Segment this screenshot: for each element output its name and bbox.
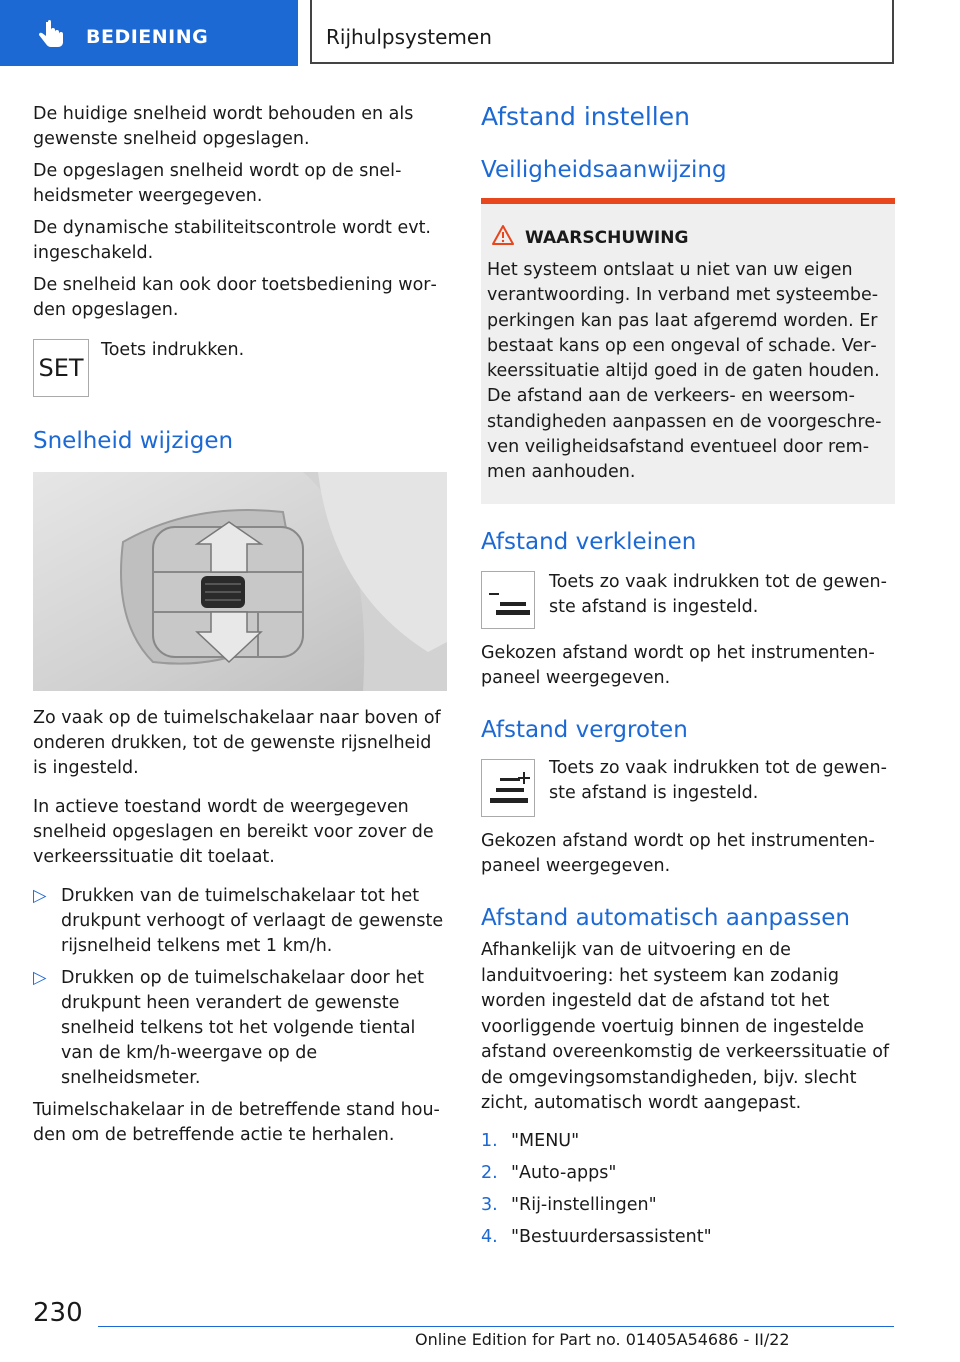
- step-number: 4.: [481, 1227, 498, 1247]
- chapter-title: Rijhulpsystemen: [326, 25, 492, 49]
- paragraph: Tuimelschakelaar in de betreffende stand houden om de betreffende actie te herhalen.: [33, 1100, 440, 1145]
- warning-box: [481, 198, 895, 504]
- list-item: [481, 1221, 895, 1253]
- step-text: "Rij-instellingen": [511, 1195, 657, 1215]
- step-text: "Auto-apps": [511, 1163, 617, 1183]
- step-number: 3.: [481, 1195, 498, 1215]
- set-label: SET: [38, 354, 84, 382]
- step-number: 2.: [481, 1163, 498, 1183]
- paragraph: De huidige snelheid wordt behouden en als gewenste snelheid opgeslagen.: [33, 104, 414, 149]
- chapter-tab: [310, 0, 894, 64]
- heading-afstand-vergroten: Afstand vergroten: [481, 717, 688, 743]
- footer-divider: [98, 1326, 894, 1327]
- paragraph: Zo vaak op de tuimelschakelaar naar boven of onderen drukken, tot de gewenste rijsnelheid is ingesteld.: [33, 708, 441, 778]
- left-body: [33, 706, 447, 1155]
- step-text: "Bestuurdersassistent": [511, 1227, 712, 1247]
- hand-pointer-icon: [36, 20, 66, 50]
- heading-afstand-verkleinen: Afstand verkleinen: [481, 529, 697, 555]
- left-intro: [33, 102, 447, 330]
- page-number: 230: [33, 1298, 83, 1328]
- warning-title: WAARSCHUWING: [525, 228, 689, 248]
- bullet-text: Drukken van de tuimelschakelaar tot het drukpunt verhoogt of verlaagt de gewenste rijsnelheid telkens met 1 km/h.: [61, 886, 444, 956]
- increase-note: Gekozen afstand wordt op het instrumentenpaneel weergegeven.: [481, 831, 875, 876]
- section-tab: [0, 0, 298, 66]
- bullet-text: Drukken op de tuimelschakelaar door het drukpunt heen verandert de gewenste snelheid telkens tot het volgende tiental van de km/h-weergave op de snelheidsmeter.: [61, 968, 425, 1088]
- paragraph: De opgeslagen snelheid wordt op de snelheidsmeter weergegeven.: [33, 161, 402, 206]
- steps-list: [481, 1125, 895, 1253]
- paragraph: De snelheid kan ook door toetsbediening worden opgeslagen.: [33, 275, 437, 320]
- list-item: [33, 966, 447, 1091]
- heading-snelheid-wijzigen: Snelheid wijzigen: [33, 428, 234, 454]
- subheading-veiligheid: Veiligheidsaanwijzing: [481, 157, 727, 183]
- decrease-instruction: Toets zo vaak indrukken tot de gewenste afstand is ingesteld.: [549, 572, 887, 617]
- edition-text: Online Edition for Part no. 01405A54686 - II/22: [415, 1330, 790, 1349]
- warning-triangle-icon: [491, 224, 515, 246]
- steering-wheel-rocker-photo: [33, 472, 447, 691]
- distance-decrease-icon: [481, 571, 535, 629]
- increase-instruction: Toets zo vaak indrukken tot de gewenste afstand is ingesteld.: [549, 758, 887, 803]
- set-button-icon: [33, 339, 89, 397]
- paragraph: In actieve toestand wordt de weergegeven snelheid opgeslagen en bereikt voor zover de verkeerssituatie dit toelaat.: [33, 797, 434, 867]
- step-number: 1.: [481, 1131, 498, 1151]
- set-instruction: Toets indrukken.: [101, 340, 245, 360]
- list-item: [481, 1157, 895, 1189]
- heading-afstand-automatisch: Afstand automatisch aanpassen: [481, 905, 850, 931]
- paragraph: De dynamische stabiliteitscontrole wordt evt. ingeschakeld.: [33, 218, 431, 263]
- step-text: "MENU": [511, 1131, 580, 1151]
- triangle-bullet-icon: ▷: [33, 968, 47, 988]
- triangle-bullet-icon: ▷: [33, 886, 47, 906]
- distance-increase-icon: [481, 759, 535, 817]
- heading-afstand-instellen: Afstand instellen: [481, 102, 690, 131]
- list-item: [33, 884, 447, 959]
- list-item: [481, 1189, 895, 1221]
- auto-paragraph: Afhankelijk van de uitvoering en de landuitvoering: het systeem kan zodanig worden ingesteld dat de afstand tot het voorliggende voertuig binnen de ingestelde afstand overeenkomstig de verkeerssituatie of de omgevingsomstandigheden, bijv. slecht zicht, automatisch wordt aangepast.: [481, 940, 890, 1113]
- warning-text: Het systeem ontslaat u niet van uw eigen verantwoording. In verband met systeembeperkingen kan pas laat afgeremd worden. Er bestaat kans op een ongeval of schade. Verkeerssituatie altijd goed in de gaten houden. De afstand aan de verkeers- en weersomstandigheden aanpassen en de voorgeschreven veiligheidsafstand eventueel door remmen aanhouden.: [487, 260, 882, 483]
- warning-bar: [481, 198, 895, 204]
- list-item: [481, 1125, 895, 1157]
- section-title: BEDIENING: [86, 26, 209, 48]
- decrease-note: Gekozen afstand wordt op het instrumentenpaneel weergegeven.: [481, 643, 875, 688]
